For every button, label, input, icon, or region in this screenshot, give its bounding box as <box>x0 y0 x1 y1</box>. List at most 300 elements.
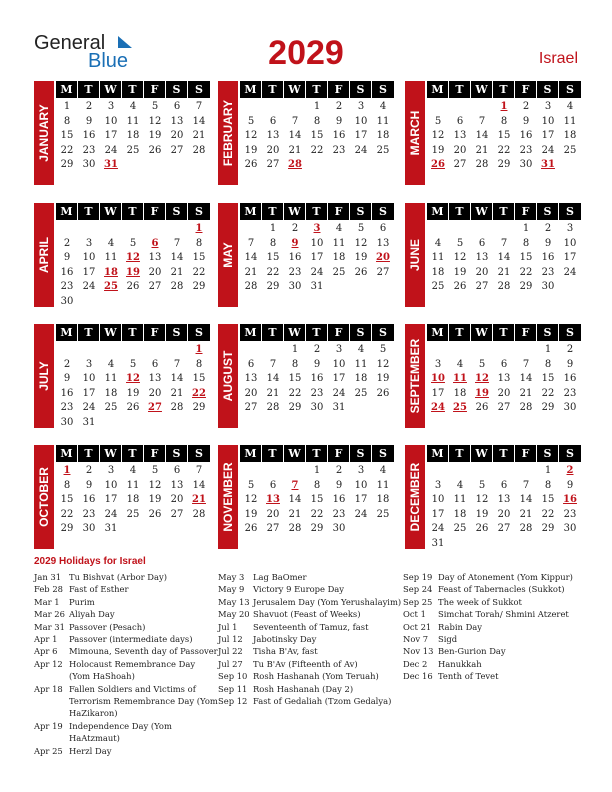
calendar-date: 5 <box>357 223 365 234</box>
month-label <box>218 324 238 428</box>
holiday-name: Seventeenth of Tamuz, fast <box>253 621 369 632</box>
month-label <box>218 81 238 185</box>
calendar-date: 6 <box>173 465 181 476</box>
holiday-row <box>34 683 218 720</box>
holiday-name: Sigd <box>438 634 458 645</box>
holiday-row <box>218 621 402 633</box>
holiday-date-label: Apr 19 <box>34 720 63 731</box>
holiday-date: 7 <box>291 479 299 491</box>
holiday-row <box>34 596 218 608</box>
calendar-date: 20 <box>170 130 184 142</box>
calendar-date: 6 <box>456 115 464 127</box>
holiday-date: 12 <box>126 373 140 385</box>
weekday-header: F <box>515 445 536 462</box>
calendar-date: 13 <box>266 130 280 142</box>
calendar-date: 5 <box>456 237 464 249</box>
calendar-date: 5 <box>151 101 159 112</box>
month-label <box>405 81 425 185</box>
weekday-header: M <box>56 445 77 462</box>
calendar-date: 25 <box>376 508 390 520</box>
calendar-date: 4 <box>129 101 137 112</box>
calendar-date: 28 <box>192 144 206 156</box>
month-july <box>34 324 224 428</box>
calendar-date: 4 <box>107 237 115 249</box>
calendar-date: 21 <box>519 387 533 399</box>
calendar-date: 11 <box>376 115 390 127</box>
holiday-date-label: Nov 13 <box>403 646 434 657</box>
holiday-row <box>34 720 218 745</box>
calendar-date: 27 <box>497 523 511 535</box>
holiday-date-label: Jul 1 <box>218 621 238 632</box>
calendar-date: 29 <box>519 281 533 293</box>
holiday-date-label: Jul 27 <box>218 658 243 669</box>
weekday-header: T <box>306 445 327 462</box>
calendar-date: 17 <box>431 508 445 520</box>
calendar-date: 22 <box>60 508 74 520</box>
weekday-header: F <box>515 324 536 341</box>
holiday-row <box>218 633 402 645</box>
calendar-date: 24 <box>82 402 96 414</box>
calendar-date: 5 <box>478 479 486 491</box>
holiday-date: 12 <box>475 373 489 385</box>
calendar-date: 17 <box>104 494 118 506</box>
calendar-date: 8 <box>63 479 71 491</box>
holiday-date-label: Apr 1 <box>34 634 58 645</box>
calendar-date: 1 <box>544 465 552 476</box>
calendar-date: 11 <box>126 479 140 491</box>
page-title: 2029 <box>268 34 344 72</box>
calendar-date: 4 <box>456 479 464 491</box>
calendar-date: 12 <box>376 358 390 370</box>
weekday-header: T <box>493 203 514 220</box>
calendar-date: 11 <box>104 252 118 264</box>
weekday-header: T <box>493 324 514 341</box>
weekday-header: T <box>306 324 327 341</box>
calendar-date: 20 <box>497 508 511 520</box>
calendar-date: 24 <box>541 144 555 156</box>
calendar-date: 20 <box>266 508 280 520</box>
calendar-date: 5 <box>247 479 255 491</box>
calendar-date: 9 <box>85 479 93 491</box>
calendar-date: 25 <box>104 402 118 414</box>
calendar-date: 26 <box>453 281 467 293</box>
weekday-header: F <box>328 324 349 341</box>
calendar-date: 21 <box>266 387 280 399</box>
holiday-date-label: Mar 31 <box>34 621 65 632</box>
calendar-date: 13 <box>497 373 511 385</box>
holiday-date-label: Sep 11 <box>218 683 248 694</box>
calendar-date: 9 <box>313 358 321 370</box>
calendar-date: 19 <box>148 494 162 506</box>
month-label <box>218 203 238 307</box>
calendar-date: 13 <box>376 237 390 249</box>
calendar-date: 22 <box>310 508 324 520</box>
calendar-date: 26 <box>244 523 258 535</box>
weekday-header: F <box>144 203 165 220</box>
calendar-date: 9 <box>63 373 71 385</box>
calendar-date: 17 <box>310 252 324 264</box>
holiday-date-label: Jul 12 <box>218 634 243 645</box>
weekday-header: S <box>166 203 187 220</box>
calendar-date: 2 <box>335 465 343 476</box>
weekday-header: M <box>240 203 261 220</box>
weekday-header: T <box>262 324 283 341</box>
calendar-date: 16 <box>82 494 96 506</box>
calendar-date: 8 <box>195 358 203 370</box>
calendar-date: 29 <box>192 402 206 414</box>
calendar-date: 7 <box>247 237 255 249</box>
calendar-date: 29 <box>60 159 74 171</box>
weekday-header: S <box>537 445 558 462</box>
calendar-date: 8 <box>313 115 321 127</box>
month-name: FEBRUARY <box>221 99 235 167</box>
calendar-date: 16 <box>519 130 533 142</box>
weekday-header: S <box>188 445 210 462</box>
holiday-date-label: Apr 6 <box>34 646 58 657</box>
calendar-date: 17 <box>354 130 368 142</box>
holiday-date: 19 <box>126 266 140 278</box>
holiday-name: Shavuot (Feast of Weeks) <box>253 609 361 620</box>
holiday-name: Simchat Torah/ Shmini Atzeret <box>438 609 569 620</box>
calendar-date: 17 <box>563 252 577 264</box>
holiday-name: Herzl Day <box>69 745 112 756</box>
calendar-date: 6 <box>173 101 181 112</box>
calendar-date: 11 <box>104 373 118 385</box>
weekday-header: M <box>427 203 448 220</box>
month-name: JANUARY <box>37 104 51 162</box>
holiday-row <box>34 571 218 583</box>
holiday-date-label: Sep 10 <box>218 671 248 682</box>
calendar-date: 13 <box>497 494 511 506</box>
weekday-header: S <box>188 203 210 220</box>
calendar-date: 9 <box>63 252 71 264</box>
holiday-date: 11 <box>453 373 467 385</box>
calendar-date: 20 <box>170 494 184 506</box>
brand-general: General <box>34 32 106 54</box>
calendar-date: 16 <box>332 494 346 506</box>
calendar-date: 27 <box>148 281 162 293</box>
holiday-date-label: Oct 21 <box>403 621 432 632</box>
holiday-date-label: Sep 19 <box>403 572 433 582</box>
holiday-row <box>403 583 587 595</box>
holiday-row <box>403 596 587 608</box>
weekday-header: T <box>306 81 327 98</box>
calendar-date: 24 <box>104 144 118 156</box>
calendar-date: 13 <box>170 479 184 491</box>
weekday-header: S <box>372 324 394 341</box>
calendar-date: 30 <box>82 159 96 171</box>
calendar-date: 10 <box>104 479 118 491</box>
month-march <box>405 81 595 185</box>
calendar-date: 18 <box>376 494 390 506</box>
holiday-date-label: May 13 <box>218 596 250 607</box>
weekday-header: S <box>166 445 187 462</box>
calendar-date: 27 <box>244 402 258 414</box>
weekday-header: T <box>78 445 99 462</box>
holiday-name: Day of Atonement (Yom Kippur) <box>438 572 573 582</box>
calendar-date: 19 <box>244 144 258 156</box>
calendar-date: 22 <box>192 266 206 278</box>
holiday-date-label: May 9 <box>218 584 245 595</box>
calendar-date: 25 <box>453 523 467 535</box>
calendar-date: 4 <box>129 465 137 476</box>
holiday-row <box>34 583 218 595</box>
weekday-header: T <box>78 81 99 98</box>
holiday-date-label: Feb 28 <box>34 584 63 595</box>
calendar-date: 26 <box>354 266 368 278</box>
calendar-date: 26 <box>148 144 162 156</box>
calendar-date: 19 <box>453 266 467 278</box>
calendar-date: 19 <box>475 508 489 520</box>
holiday-date: 20 <box>376 252 390 264</box>
weekday-header: S <box>350 203 371 220</box>
calendar-date: 4 <box>566 101 574 112</box>
weekday-header: S <box>559 324 581 341</box>
weekday-header: T <box>449 445 470 462</box>
calendar-date: 3 <box>434 358 442 370</box>
calendar-date: 13 <box>244 373 258 385</box>
weekday-header: W <box>284 81 305 98</box>
holiday-row <box>403 670 587 682</box>
calendar-date: 2 <box>566 344 574 355</box>
holiday-row <box>218 645 402 657</box>
calendar-date: 17 <box>332 373 346 385</box>
calendar-date: 30 <box>541 281 555 293</box>
weekday-header: W <box>100 324 121 341</box>
calendar-date: 20 <box>497 387 511 399</box>
calendar-date: 14 <box>497 252 511 264</box>
month-label <box>34 324 54 428</box>
calendar-date: 2 <box>544 223 552 234</box>
month-august <box>218 324 408 428</box>
calendar-date: 9 <box>335 115 343 127</box>
calendar-date: 8 <box>195 237 203 249</box>
calendar-date: 3 <box>434 479 442 491</box>
calendar-date: 14 <box>170 252 184 264</box>
month-name: MARCH <box>408 110 422 156</box>
calendar-date: 10 <box>104 115 118 127</box>
holiday-date: 21 <box>192 494 206 506</box>
weekday-header: T <box>449 324 470 341</box>
calendar-date: 10 <box>431 494 445 506</box>
calendar-date: 24 <box>354 508 368 520</box>
calendar-date: 26 <box>148 508 162 520</box>
holiday-date: 2 <box>566 465 574 476</box>
calendar-date: 14 <box>192 479 206 491</box>
calendar-date: 18 <box>563 130 577 142</box>
calendar-date: 7 <box>173 237 181 249</box>
calendar-date: 8 <box>544 479 552 491</box>
holiday-name: The week of Sukkot <box>438 596 522 607</box>
holiday-row <box>218 683 402 695</box>
calendar-date: 27 <box>266 159 280 171</box>
calendar-date: 6 <box>247 358 255 370</box>
calendar-date: 7 <box>500 237 508 249</box>
calendar-date: 3 <box>85 237 93 249</box>
holiday-row <box>403 608 587 620</box>
calendar-date: 5 <box>151 465 159 476</box>
calendar-date: 15 <box>288 373 302 385</box>
weekday-header: S <box>537 203 558 220</box>
calendar-date: 30 <box>60 296 74 307</box>
holiday-name: Lag BaOmer <box>253 572 307 582</box>
calendar-date: 11 <box>126 115 140 127</box>
holiday-row <box>403 645 587 657</box>
calendar-date: 29 <box>310 523 324 535</box>
calendar-date: 3 <box>335 344 343 355</box>
weekday-header: M <box>427 445 448 462</box>
calendar-date: 21 <box>497 266 511 278</box>
calendar-date: 9 <box>566 358 574 370</box>
calendar-date: 19 <box>354 252 368 264</box>
calendar-date: 21 <box>475 144 489 156</box>
calendar-date: 18 <box>126 130 140 142</box>
month-september <box>405 324 595 428</box>
holiday-row <box>218 695 402 707</box>
holiday-date-label: Apr 18 <box>34 683 63 694</box>
calendar-date: 15 <box>541 373 555 385</box>
calendar-date: 11 <box>376 479 390 491</box>
calendar-date: 16 <box>541 252 555 264</box>
calendar-date: 25 <box>354 387 368 399</box>
holiday-name: Hanukkah <box>438 658 482 669</box>
calendar-date: 12 <box>148 115 162 127</box>
holiday-date-label: Jan 31 <box>34 572 62 582</box>
calendar-date: 17 <box>104 130 118 142</box>
calendar-date: 23 <box>332 144 346 156</box>
calendar-date: 23 <box>60 402 74 414</box>
calendar-date: 30 <box>332 523 346 535</box>
calendar-date: 3 <box>357 101 365 112</box>
calendar-date: 8 <box>522 237 530 249</box>
holiday-date: 18 <box>104 266 118 278</box>
holiday-date-label: Apr 25 <box>34 745 63 756</box>
weekday-header: F <box>328 203 349 220</box>
holiday-date: 1 <box>195 344 203 355</box>
calendar-date: 4 <box>379 465 387 476</box>
holiday-date-label: Dec 2 <box>403 658 428 669</box>
holiday-date: 1 <box>195 223 203 234</box>
calendar-date: 29 <box>60 523 74 535</box>
calendar-date: 8 <box>291 358 299 370</box>
calendar-date: 30 <box>563 523 577 535</box>
calendar-date: 2 <box>522 101 530 112</box>
calendar-date: 15 <box>192 373 206 385</box>
calendar-date: 15 <box>497 130 511 142</box>
calendar-date: 20 <box>475 266 489 278</box>
calendar-date: 16 <box>82 130 96 142</box>
holiday-row <box>34 658 218 683</box>
calendar-date: 19 <box>244 508 258 520</box>
holiday-date-label: Sep 12 <box>218 696 248 707</box>
calendar-date: 10 <box>563 237 577 249</box>
calendar-date: 26 <box>475 523 489 535</box>
calendar-date: 7 <box>173 358 181 370</box>
calendar-date: 23 <box>519 144 533 156</box>
weekday-header: W <box>100 445 121 462</box>
holiday-date-label: Jul 22 <box>218 646 243 657</box>
calendar-date: 23 <box>310 387 324 399</box>
weekday-header: F <box>144 324 165 341</box>
weekday-header: S <box>559 203 581 220</box>
weekday-header: S <box>372 203 394 220</box>
month-label <box>34 445 54 549</box>
calendar-date: 20 <box>453 144 467 156</box>
weekday-header: M <box>56 81 77 98</box>
calendar-date: 1 <box>63 101 71 112</box>
weekday-header: T <box>493 445 514 462</box>
calendar-date: 14 <box>192 115 206 127</box>
calendar-date: 28 <box>497 281 511 293</box>
calendar-date: 25 <box>126 508 140 520</box>
calendar-date: 28 <box>192 508 206 520</box>
weekday-header: S <box>559 81 581 98</box>
calendar-date: 2 <box>63 358 71 370</box>
calendar-date: 15 <box>310 130 324 142</box>
calendar-date: 27 <box>170 508 184 520</box>
weekday-header: S <box>188 81 210 98</box>
calendar-date: 12 <box>148 479 162 491</box>
holiday-date: 6 <box>151 237 159 249</box>
holiday-name: Mimouna, Seventh day of Passover <box>69 646 218 657</box>
calendar-date: 23 <box>563 508 577 520</box>
calendar-date: 28 <box>170 281 184 293</box>
calendar-date: 7 <box>269 358 277 370</box>
calendar-date: 27 <box>266 523 280 535</box>
calendar-date: 1 <box>522 223 530 234</box>
calendar-date: 16 <box>60 266 74 278</box>
calendar-date: 21 <box>288 508 302 520</box>
holiday-row <box>34 645 218 657</box>
calendar-date: 22 <box>519 266 533 278</box>
month-june <box>405 203 595 307</box>
calendar-date: 8 <box>313 479 321 491</box>
calendar-date: 9 <box>335 479 343 491</box>
calendar-date: 17 <box>82 266 96 278</box>
weekday-header: M <box>240 445 261 462</box>
holiday-column <box>403 571 587 683</box>
holiday-name: Fast of Esther <box>69 584 129 595</box>
month-label <box>34 203 54 307</box>
weekday-header: T <box>122 203 143 220</box>
calendar-date: 30 <box>82 523 96 535</box>
calendar-date: 24 <box>354 144 368 156</box>
weekday-header: W <box>471 324 492 341</box>
calendar-date: 14 <box>170 373 184 385</box>
country-name: Israel <box>538 50 578 67</box>
calendar-date: 28 <box>288 523 302 535</box>
calendar-date: 5 <box>478 358 486 370</box>
calendar-date: 9 <box>544 237 552 249</box>
weekday-header: W <box>100 81 121 98</box>
holiday-row <box>218 571 402 583</box>
calendar-date: 3 <box>107 101 115 112</box>
calendar-date: 31 <box>310 281 324 293</box>
calendar-date: 12 <box>475 494 489 506</box>
calendar-date: 6 <box>500 358 508 370</box>
calendar-date: 26 <box>126 402 140 414</box>
holiday-date-label: Oct 1 <box>403 609 426 620</box>
holiday-row <box>403 633 587 645</box>
calendar-date: 23 <box>82 144 96 156</box>
holiday-name: Passover (Pesach) <box>69 621 146 632</box>
calendar-date: 12 <box>453 252 467 264</box>
holiday-name: Holocaust Remembrance Day (Yom HaShoah) <box>69 658 196 682</box>
weekday-header: T <box>78 324 99 341</box>
calendar-date: 18 <box>376 130 390 142</box>
calendar-date: 1 <box>291 344 299 355</box>
month-name: AUGUST <box>221 350 235 402</box>
